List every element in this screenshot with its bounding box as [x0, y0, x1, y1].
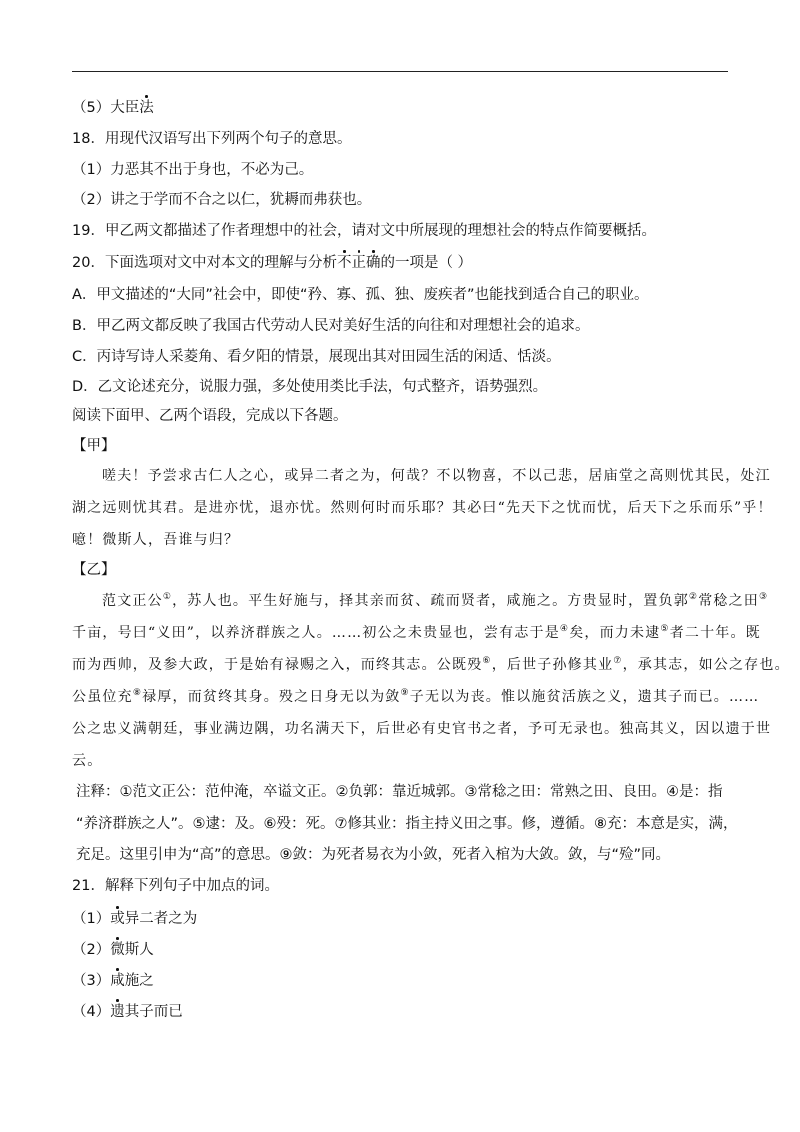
notes-line-1: 注释：①范文正公：范仲淹，卒谥文正。②负郭：靠近城郭。③常稔之田：常熟之田、良田。④是：指: [76, 784, 723, 800]
passage-jia-line-2: 湖之远则忧其君。是进亦忧，退亦忧。然则何时而乐耶？其必曰“先天下之忧而忧，后天下之乐而乐”乎！: [72, 500, 773, 516]
passage-yi-line-5: 公之忠义满朝廷，事业满边隅，功名满天下，后世必有史官书之者，予可无录也。独高其义，因以遗于世: [72, 721, 772, 737]
passage-yi-line-1: [102, 591, 768, 611]
dotted-char: 正: [351, 255, 366, 271]
passage-text: ，承其志，如公之存也。: [622, 657, 790, 673]
passage-text: 子无以为丧。惟以施贫活族之义，遗其子而已。……: [409, 689, 760, 705]
passage-text: 者二十年。既: [669, 625, 761, 641]
item-number: （2）: [72, 942, 111, 958]
q20-title-text: 20．下面选项对文中对本文的理解与分析: [72, 255, 337, 271]
reading-intro: 阅读下面甲、乙两个语段，完成以下各题。: [72, 408, 348, 424]
item-text: 斯人: [124, 942, 154, 958]
q18-sentence-2: （2）讲之于学而不合之以仁，犹耨而弗获也。: [72, 192, 372, 208]
q21-item-4: [72, 1002, 183, 1022]
passage-text: 禄厚，而贫终其身。殁之日身无以为敛: [142, 689, 401, 705]
passage-text: 而为西帅，及参大政，于是始有禄赐之入，而终其志。公既殁: [72, 657, 483, 673]
q19-title: 19．甲乙两文都描述了作者理想中的社会，请对文中所展现的理想社会的特点作简要概括。: [72, 223, 656, 239]
item-number: （1）: [72, 911, 111, 927]
item-text: 施之: [124, 973, 154, 989]
passage-jia-label: 【甲】: [72, 438, 116, 454]
q20-title-tail: 的一项是（ ）: [380, 255, 473, 271]
passage-jia-line-3: 噫！微斯人，吾谁与归？: [72, 532, 240, 548]
q17-item-5-text: （5）大臣: [72, 100, 140, 116]
passage-text: 千亩，号曰“义田”，以养济群族之人。……初公之未贵显也，尝有志于是: [72, 625, 560, 641]
dotted-char: 咸: [110, 973, 125, 989]
footnote-marker: ⑤: [660, 624, 670, 634]
passage-yi-line-6: 云。: [72, 753, 103, 769]
notes-line-3: 充足。这里引申为“高”的意思。⑨敛：为死者易衣为小敛，死者入棺为大敛。敛，与“殓”同。: [76, 847, 671, 863]
item-number: （3）: [72, 973, 111, 989]
dotted-char: 不: [336, 255, 352, 271]
q17-item-5: [72, 98, 154, 118]
q21-item-2: [72, 940, 154, 960]
dotted-char: 微: [110, 942, 125, 958]
q18-title: 18．用现代汉语写出下列两个句子的意思。: [72, 131, 352, 147]
passage-text: 常稔之田: [698, 593, 759, 609]
footnote-marker: ⑥: [482, 656, 492, 666]
header-rule: [72, 71, 728, 72]
item-number: （4）: [72, 1004, 111, 1020]
passage-text: 范文正公: [102, 593, 163, 609]
passage-yi-label: 【乙】: [72, 562, 116, 578]
footnote-marker: ⑨: [400, 688, 410, 698]
footnote-marker: ④: [559, 624, 570, 634]
footnote-marker: ②: [688, 592, 699, 602]
dotted-char: 遗: [110, 1004, 125, 1020]
passage-yi-line-3: [72, 655, 790, 675]
footnote-marker: ⑦: [613, 656, 623, 666]
q20-option-c: C．丙诗写诗人采菱角、看夕阳的情景，展现出其对田园生活的闲适、恬淡。: [72, 349, 561, 365]
passage-yi-line-2: [72, 623, 761, 643]
passage-text: 公虽位充: [72, 689, 133, 705]
passage-text: ，后世子孙修其业: [491, 657, 614, 673]
footnote-marker: ③: [759, 592, 769, 602]
passage-text: 矣，而力未逮: [569, 625, 661, 641]
q21-title: 21．解释下列句子中加点的词。: [72, 878, 279, 894]
passage-text: ，苏人也。平生好施与，择其亲而贫、疏而贤者，咸施之。方贵显时，置负郭: [172, 593, 689, 609]
q20-option-a: A．甲文描述的“大同”社会中，即使“矜、寡、孤、独、废疾者”也能找到适合自己的职业。: [72, 287, 649, 303]
passage-yi-line-4: [72, 687, 759, 707]
q21-item-3: [72, 971, 154, 991]
passage-jia-line-1: 嗟夫！予尝求古仁人之心，或异二者之为，何哉？不以物喜，不以己悲，居庙堂之高则忧其民，处江: [102, 468, 771, 484]
notes-line-2: “养济群族之人”。⑤逮：及。⑥殁：死。⑦修其业：指主持义田之事。修，遵循。⑧充：本意是实，满，: [76, 816, 738, 832]
dotted-char: 或: [110, 911, 125, 927]
q20-option-b: B．甲乙两文都反映了我国古代劳动人民对美好生活的向往和对理想社会的追求。: [72, 318, 590, 334]
footnote-marker: ⑧: [132, 688, 143, 698]
q21-item-1: [72, 909, 197, 929]
dotted-char: 法: [139, 100, 154, 116]
item-text: 异二者之为: [124, 911, 198, 927]
q20-option-d: D．乙文论述充分，说服力强，多处使用类比手法，句式整齐，语势强烈。: [72, 379, 548, 395]
dotted-char: 确: [365, 255, 381, 271]
q20-title: [72, 253, 472, 273]
item-text: 其子而已: [124, 1004, 183, 1020]
footnote-marker: ①: [162, 592, 173, 602]
q18-sentence-1: （1）力恶其不出于身也，不必为己。: [72, 162, 314, 178]
